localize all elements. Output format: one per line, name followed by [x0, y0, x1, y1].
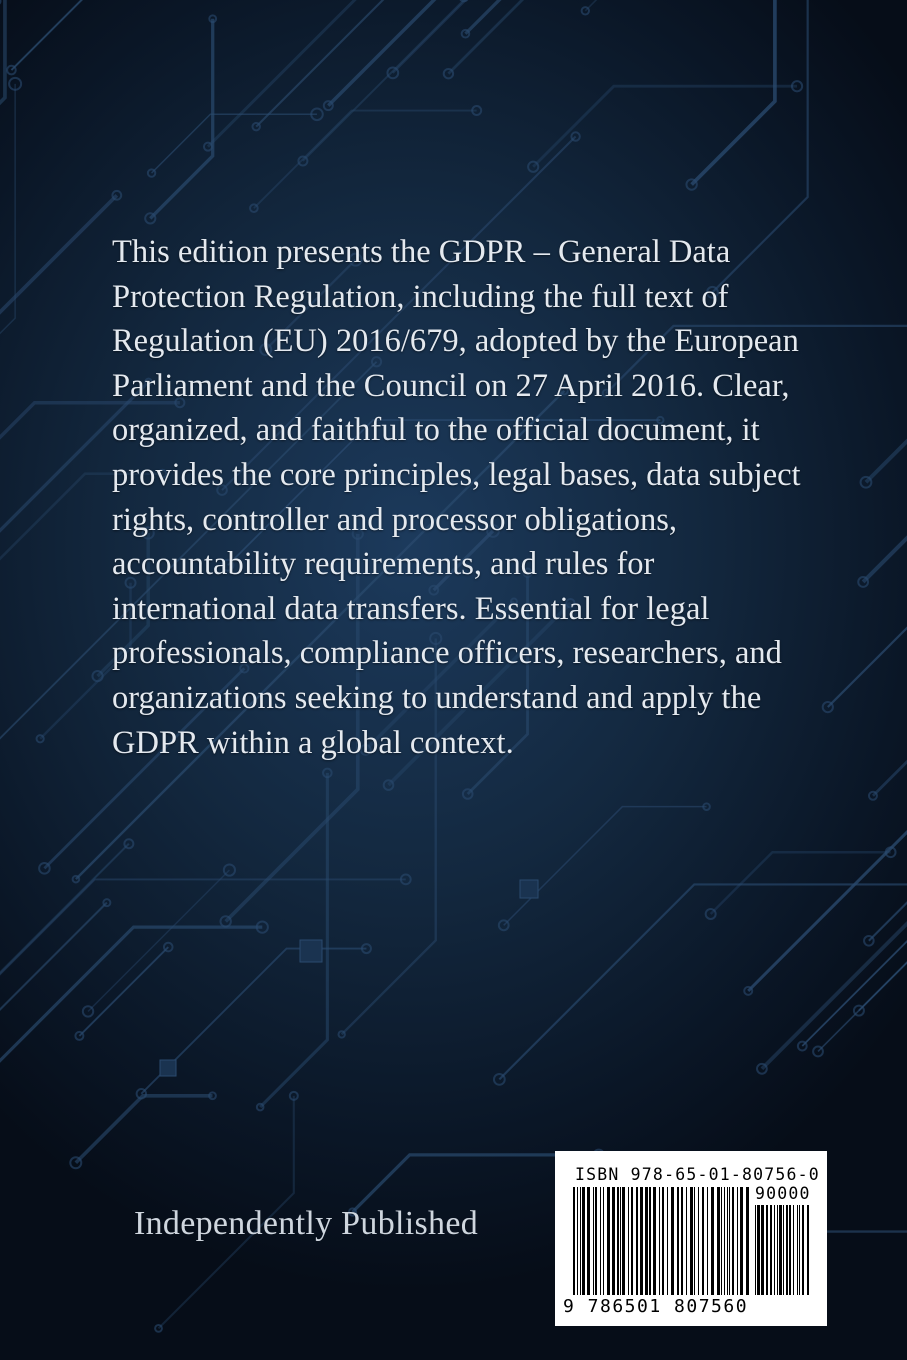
circuit-trace [465, 0, 710, 34]
barcode-bar [622, 1187, 625, 1295]
barcode-bar [761, 1205, 764, 1295]
circuit-trace [828, 539, 907, 707]
circuit-trace [711, 852, 891, 914]
circuit-trace [0, 0, 5, 198]
circuit-trace [873, 742, 907, 796]
circuit-trace [869, 844, 907, 941]
barcode-bar [628, 1187, 629, 1295]
barcode-bar [793, 1205, 794, 1295]
circuit-trace [0, 844, 129, 1020]
barcode-bar [694, 1187, 695, 1295]
circuit-trace [0, 195, 117, 503]
circuit-pad [37, 735, 44, 742]
barcode-bar [587, 1187, 590, 1295]
barcode-bar [577, 1187, 578, 1295]
circuit-trace [79, 947, 168, 1036]
barcode-bar [667, 1187, 668, 1295]
barcode-bar [677, 1187, 679, 1295]
barcode-bar [617, 1187, 619, 1295]
circuit-trace [0, 879, 406, 1013]
circuit-trace [0, 0, 220, 1]
barcode-bar [600, 1187, 601, 1295]
circuit-chip [160, 1060, 176, 1076]
circuit-trace [504, 807, 707, 926]
barcode-bar [662, 1187, 664, 1295]
circuit-trace [533, 86, 797, 167]
circuit-trace [152, 114, 317, 173]
circuit-trace [303, 0, 663, 161]
circuit-trace [863, 220, 907, 582]
barcode-bar [686, 1187, 687, 1295]
circuit-trace [208, 0, 464, 147]
circuit-pad [0, 0, 1, 4]
barcode-bar [607, 1187, 610, 1295]
circuit-trace [88, 870, 229, 1011]
circuit-trace [150, 19, 212, 219]
barcode-bar [807, 1205, 809, 1295]
barcode-bar [659, 1187, 660, 1295]
barcode-bar [631, 1187, 633, 1295]
circuit-chip [520, 880, 538, 898]
barcode-bar [612, 1187, 615, 1295]
barcode-bar [653, 1187, 656, 1295]
circuit-trace [76, 1096, 213, 1163]
barcode-bar [724, 1187, 725, 1295]
barcode-bar [595, 1187, 597, 1295]
barcode-bar [777, 1205, 778, 1295]
barcode-bar [737, 1187, 738, 1295]
barcode-bar [799, 1205, 800, 1295]
barcode-bar [603, 1187, 604, 1295]
barcode-bar [746, 1187, 749, 1295]
barcode-bar [649, 1187, 651, 1295]
barcode-bar [721, 1187, 722, 1295]
circuit-trace [692, 0, 775, 185]
blurb-text: This edition presents the GDPR – General Data Protection Regulation, including the full text of Regulation (EU) 2016/679, adopted by the European Parliament and the Council on 27 April 2016. Clear, organized, and faithful to the official document, it provides the core principles, legal bases, data subject rights, controller and processor obligations, accountability requirements, and rules for international data transfers. Essential for legal professionals, compliance officers, researchers, and organizations seeking to understand and apply the GDPR within a global context. [112, 234, 801, 761]
barcode-bar [593, 1187, 594, 1295]
barcode-bar [711, 1187, 714, 1295]
isbn-barcode [555, 1151, 827, 1326]
circuit-pad [813, 1047, 823, 1057]
barcode-bar [702, 1187, 704, 1295]
publisher-name: Independently Published [134, 1205, 479, 1242]
circuit-trace [802, 681, 907, 1046]
barcode-bar [707, 1187, 708, 1295]
barcode-bar [729, 1187, 730, 1295]
circuit-trace [0, 903, 107, 1091]
circuit-pad [861, 477, 872, 488]
isbn-label: ISBN 978-65-01-80756-0 [575, 1165, 820, 1184]
barcode-bar [582, 1187, 585, 1295]
barcode-bar [779, 1205, 782, 1295]
ean-bars [573, 1187, 749, 1295]
barcode-bar [783, 1205, 784, 1295]
circuit-trace [393, 0, 665, 73]
circuit-trace [254, 111, 477, 209]
barcode-bar [580, 1187, 581, 1295]
circuit-chip [300, 940, 322, 962]
barcode-bar [789, 1205, 791, 1295]
price-code: 90000 [755, 1184, 811, 1203]
circuit-trace [866, 403, 907, 483]
circuit-pad [338, 1031, 344, 1037]
barcode-bar [636, 1187, 638, 1295]
barcode-bar [740, 1187, 743, 1295]
barcode-bar [786, 1205, 788, 1295]
barcode-bar [573, 1187, 575, 1295]
barcode-bar [732, 1187, 734, 1295]
barcode-bar [727, 1187, 728, 1295]
circuit-trace [11, 0, 513, 70]
circuit-trace [448, 0, 663, 74]
circuit-trace [0, 927, 262, 1110]
barcode-bar [766, 1205, 768, 1295]
barcode-bar [690, 1187, 693, 1295]
barcode-bar [645, 1187, 648, 1295]
circuit-trace [328, 0, 524, 106]
circuit-pad [444, 69, 453, 78]
barcode-bar [755, 1205, 756, 1295]
barcode-bar [774, 1205, 775, 1295]
addon-bars [755, 1205, 809, 1295]
circuit-trace [585, 0, 735, 11]
barcode-bar [620, 1187, 621, 1295]
circuit-trace [0, 84, 15, 428]
barcode-bar [797, 1205, 798, 1295]
barcode-bar [671, 1187, 674, 1295]
barcode-digits: 9 786501 807560 [563, 1296, 749, 1317]
barcode-bar [640, 1187, 643, 1295]
barcode-bar [717, 1187, 720, 1295]
barcode-bar [681, 1187, 683, 1295]
barcode-bar [770, 1205, 772, 1295]
circuit-trace [499, 884, 907, 1079]
circuit-trace [0, 0, 108, 96]
barcode-bar [757, 1205, 760, 1295]
barcode-bar [802, 1205, 804, 1295]
barcode-bar [698, 1187, 699, 1295]
